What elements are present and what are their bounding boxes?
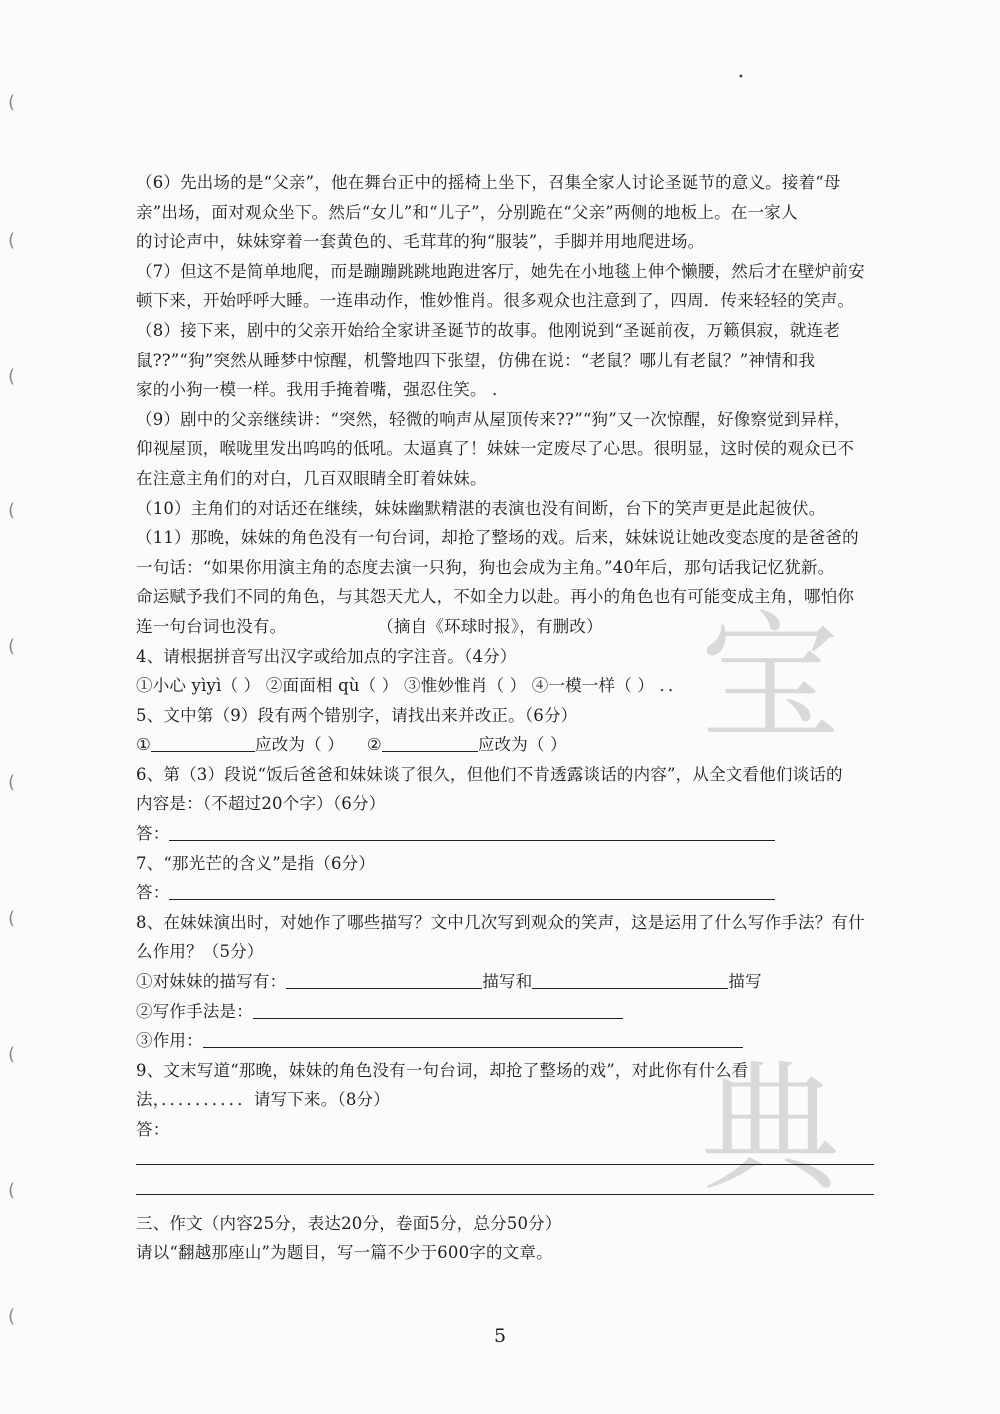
scan-dot: •: [738, 72, 744, 83]
text-line: （10）主角们的对话还在继续，妹妹幽默精湛的表演也没有间断，台下的笑声更是此起彼伏。: [136, 498, 826, 518]
paragraph-11: [136, 523, 876, 641]
watermark-char: 宝: [700, 598, 841, 761]
text-line: 一句话：“如果你用演主角的态度去演一只狗，狗也会成为主角。”40年后，那句话我记忆犹新。: [136, 557, 835, 577]
item-suffix: 应改为（ ）: [255, 735, 344, 755]
text-line: （9）剧中的父亲继续讲：“突然，轻微的响声从屋顶传来??”“狗”又一次惊醒，好像察觉到异样，: [136, 409, 851, 429]
text-line: 顿下来，开始呼呼大睡。一连串动作，惟妙惟肖。很多观众也注意到了，四周．传来轻轻的笑声。: [136, 291, 855, 311]
paragraph-7: [136, 257, 876, 316]
sub-question: [136, 997, 876, 1027]
binding-hole-mark: (: [8, 500, 16, 521]
text-line: （8）接下来，剧中的父亲开始给全家讲圣诞节的故事。他刚说到“圣诞前夜，万籁俱寂，就连老: [136, 320, 841, 340]
sub-label: 描写: [728, 972, 762, 992]
item-number: ①: [136, 735, 151, 755]
binding-hole-mark: (: [8, 772, 16, 793]
question-4: [136, 642, 876, 701]
question-title: 法，．．．．．．．．．．请写下来。（8分）: [136, 1090, 390, 1110]
question-title: 么作用？（5分）: [136, 942, 264, 962]
text-line: 在注意主角们的对白，几百双眼睛全盯着妹妹。: [136, 468, 487, 488]
question-title: 6、第（3）段说“饭后爸爸和妹妹谈了很久，但他们不肯透露谈话的内容”，从全文看他们谈话的: [136, 764, 843, 784]
question-title: 4、请根据拼音写出汉字或给加点的字注音。（4分）: [136, 646, 517, 666]
text-line: 家的小狗一模一样。我用手掩着嘴，强忍住笑。 ．: [136, 380, 509, 400]
text-line: 的讨论声中，妹妹穿着一套黄色的、毛茸茸的狗“服装”，手脚并用地爬进场。: [136, 232, 705, 252]
text-line: 命运赋予我们不同的角色，与其怨天尤人，不如全力以赴。再小的角色也有可能变成主角，哪怕你: [136, 587, 855, 607]
paragraph-end: 连一句台词也没有。: [136, 616, 287, 636]
answer-blank[interactable]: [286, 970, 482, 989]
answer-row: [136, 819, 876, 849]
answer-blank[interactable]: [532, 970, 728, 989]
paragraph-9: [136, 405, 876, 494]
answer-label: 答：: [136, 883, 170, 903]
watermark-char: 典: [700, 1048, 841, 1211]
answer-blank[interactable]: [151, 733, 255, 752]
source-citation: （摘自《环球时报》，有删改）: [377, 616, 603, 636]
answer-row: [136, 878, 876, 908]
text-line: （7）但这不是简单地爬，而是蹦蹦跳跳地跑进客厅，她先在小地毯上伸个懒腰，然后才在壁炉前安: [136, 261, 865, 281]
answer-label: 答：: [136, 1120, 170, 1139]
binding-hole-mark: (: [8, 92, 16, 113]
question-9: [136, 1056, 876, 1195]
answer-blank[interactable]: [169, 881, 775, 900]
answer-blank[interactable]: [382, 733, 478, 752]
composition-prompt: 请以“翻越那座山”为题目，写一篇不少于600字的文章。: [136, 1243, 553, 1263]
item-suffix: 应改为（ ）: [477, 735, 567, 755]
binding-hole-mark: (: [8, 1306, 16, 1327]
answer-blank[interactable]: [203, 1029, 743, 1048]
question-8: [136, 908, 876, 1056]
binding-hole-mark: (: [8, 1180, 16, 1201]
text-line: （6）先出场的是“父亲”，他在舞台正中的摇椅上坐下，召集全家人讨论圣诞节的意义。接着“母: [136, 173, 841, 192]
question-items: [136, 730, 876, 760]
item-number: ②: [366, 735, 382, 755]
section-title: 三、作文（内容25分，表达20分，卷面5分，总分50分）: [136, 1213, 562, 1233]
question-5: [136, 701, 876, 760]
exam-content: [136, 168, 876, 1268]
question-title: 8、在妹妹演出时，对她作了哪些描写？文中几次写到观众的笑声，这是运用了什么写作手法？有什: [136, 912, 865, 932]
text-line: [136, 612, 876, 642]
question-title: 7、“那光芒的含义”是指（6分）: [136, 853, 376, 873]
sub-question: [136, 967, 876, 997]
binding-hole-mark: (: [8, 1044, 16, 1065]
question-items: ①小心 yìyì（ ） ②面面相 qù（ ） ③惟妙惟肖（ ） ④一模一样（ ） ．．: [136, 676, 685, 696]
text-line: 鼠??”“狗”突然从睡梦中惊醒，机警地四下张望，仿佛在说：“老鼠？哪儿有老鼠？”神情和我: [136, 350, 816, 370]
paragraph-10: [136, 494, 876, 524]
binding-holes: [8, 0, 28, 1414]
sub-question: [136, 1026, 876, 1056]
paragraph-6: [136, 168, 876, 257]
binding-hole-mark: (: [8, 230, 16, 251]
sub-label: 描写和: [482, 972, 533, 992]
answer-blank[interactable]: [169, 822, 775, 841]
answer-label: 答：: [136, 824, 170, 844]
answer-blank[interactable]: [253, 1000, 623, 1019]
sub-label: ②写作手法是：: [136, 1001, 253, 1021]
binding-hole-mark: (: [8, 366, 16, 387]
page-number: 5: [493, 1325, 507, 1347]
paragraph-8: [136, 316, 876, 405]
sub-label: ③作用：: [136, 1031, 203, 1051]
sub-label: ①对妹妹的描写有：: [136, 972, 287, 992]
question-title: 内容是：（不超过20个字）（6分）: [136, 794, 386, 814]
question-title: 5、文中第（9）段有两个错别字，请找出来并改正。（6分）: [136, 705, 578, 725]
binding-hole-mark: (: [8, 636, 16, 657]
question-6: [136, 760, 876, 849]
text-line: 仰视屋顶，喉咙里发出呜呜的低吼。太逼真了！妹妹一定废尽了心思。很明显，这时侯的观众已不: [136, 439, 855, 459]
question-title: 9、文末写道“那晚，妹妹的角色没有一句台词，却抢了整场的戏”，对此你有什么看: [136, 1060, 749, 1080]
binding-hole-mark: (: [8, 908, 16, 929]
question-7: [136, 849, 876, 908]
text-line: （11）那晚，妹妹的角色没有一句台词，却抢了整场的戏。后来，妹妹说让她改变态度的是爸爸的: [136, 528, 859, 548]
text-line: 亲”出场，面对观众坐下。然后“女儿”和“儿子”，分别跪在“父亲”两侧的地板上。在一家人: [136, 202, 798, 222]
composition-section: [136, 1209, 876, 1268]
